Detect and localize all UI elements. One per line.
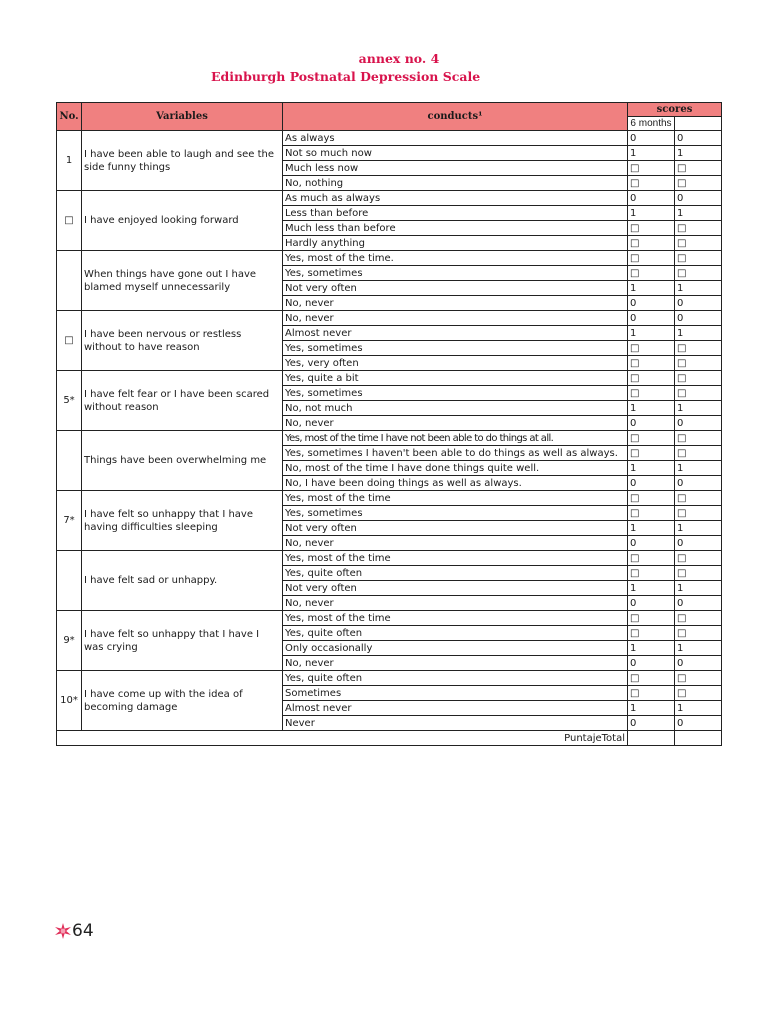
answer-option: No, not much: [283, 401, 628, 416]
question-variable: When things have gone out I have blamed myself unnecessarily: [82, 251, 283, 311]
score-6-months: 0: [628, 716, 675, 731]
page-number: 64: [72, 921, 94, 941]
score-second: 1: [675, 281, 722, 296]
score-second: □: [675, 506, 722, 521]
score-second: □: [675, 266, 722, 281]
score-6-months: □: [628, 446, 675, 461]
score-6-months: 0: [628, 311, 675, 326]
table-row: [57, 251, 722, 266]
table-row: [57, 611, 722, 626]
header-empty-score-col: [675, 117, 722, 131]
score-second: □: [675, 566, 722, 581]
score-second: □: [675, 431, 722, 446]
table-row: [57, 671, 722, 686]
answer-option: Yes, most of the time.: [283, 251, 628, 266]
question-variable: I have come up with the idea of becoming damage: [82, 671, 283, 731]
score-second: 0: [675, 716, 722, 731]
question-variable: I have been able to laugh and see the side funny things: [82, 131, 283, 191]
score-6-months: 1: [628, 521, 675, 536]
score-second: 0: [675, 476, 722, 491]
answer-option: Yes, quite often: [283, 566, 628, 581]
answer-option: Much less than before: [283, 221, 628, 236]
answer-option: Less than before: [283, 206, 628, 221]
score-second: 0: [675, 131, 722, 146]
question-variable: I have felt sad or unhappy.: [82, 551, 283, 611]
score-second: □: [675, 251, 722, 266]
score-6-months: 1: [628, 146, 675, 161]
score-second: □: [675, 446, 722, 461]
score-6-months: 0: [628, 131, 675, 146]
question-variable: I have felt so unhappy that I have having difficulties sleeping: [82, 491, 283, 551]
question-variable: I have been nervous or restless without to have reason: [82, 311, 283, 371]
answer-option: No, never: [283, 596, 628, 611]
answer-option: Yes, sometimes: [283, 386, 628, 401]
score-second: □: [675, 176, 722, 191]
score-6-months: □: [628, 266, 675, 281]
answer-option: Yes, very often: [283, 356, 628, 371]
answer-option: As much as always: [283, 191, 628, 206]
answer-option: Not so much now: [283, 146, 628, 161]
answer-option: Yes, most of the time I have not been able to do things at all.: [283, 431, 628, 446]
score-6-months: 1: [628, 401, 675, 416]
score-second: □: [675, 551, 722, 566]
score-second: 1: [675, 206, 722, 221]
page-footer: [55, 921, 94, 941]
question-number: 1: [57, 131, 82, 191]
score-6-months: □: [628, 551, 675, 566]
question-number: 10*: [57, 671, 82, 731]
question-number: 5*: [57, 371, 82, 431]
answer-option: No, never: [283, 536, 628, 551]
score-second: □: [675, 221, 722, 236]
score-second: □: [675, 371, 722, 386]
score-second: 1: [675, 581, 722, 596]
score-second: 0: [675, 596, 722, 611]
question-number: [57, 431, 82, 491]
score-6-months: □: [628, 431, 675, 446]
score-6-months: 1: [628, 326, 675, 341]
score-6-months: □: [628, 176, 675, 191]
score-6-months: □: [628, 371, 675, 386]
table-row: [57, 191, 722, 206]
score-second: 1: [675, 461, 722, 476]
score-second: 0: [675, 311, 722, 326]
score-second: 1: [675, 326, 722, 341]
score-second: 0: [675, 656, 722, 671]
total-row: [57, 731, 722, 746]
score-6-months: 0: [628, 656, 675, 671]
total-score-cell: [628, 731, 675, 746]
score-6-months: 0: [628, 416, 675, 431]
answer-option: Yes, most of the time: [283, 611, 628, 626]
score-second: □: [675, 671, 722, 686]
table-row: [57, 551, 722, 566]
score-6-months: □: [628, 251, 675, 266]
score-6-months: 0: [628, 296, 675, 311]
score-6-months: □: [628, 221, 675, 236]
answer-option: Not very often: [283, 521, 628, 536]
answer-option: Not very often: [283, 281, 628, 296]
answer-option: Only occasionally: [283, 641, 628, 656]
answer-option: Never: [283, 716, 628, 731]
question-variable: I have felt so unhappy that I have I was crying: [82, 611, 283, 671]
score-second: 0: [675, 536, 722, 551]
score-6-months: □: [628, 236, 675, 251]
score-6-months: □: [628, 626, 675, 641]
score-6-months: □: [628, 491, 675, 506]
table-row: [57, 131, 722, 146]
score-second: □: [675, 356, 722, 371]
answer-option: Much less now: [283, 161, 628, 176]
score-second: □: [675, 686, 722, 701]
score-6-months: 1: [628, 461, 675, 476]
total-label: PuntajeTotal: [57, 731, 628, 746]
score-second: □: [675, 236, 722, 251]
question-number: [57, 251, 82, 311]
answer-option: Yes, sometimes: [283, 266, 628, 281]
score-6-months: □: [628, 686, 675, 701]
score-second: 1: [675, 521, 722, 536]
answer-option: No, nothing: [283, 176, 628, 191]
document-title: Edinburgh Postnatal Depression Scale: [211, 69, 481, 84]
score-6-months: □: [628, 671, 675, 686]
score-second: □: [675, 161, 722, 176]
score-second: 1: [675, 146, 722, 161]
header-scores: scores: [628, 103, 722, 117]
answer-option: No, never: [283, 296, 628, 311]
answer-option: No, most of the time I have done things quite well.: [283, 461, 628, 476]
table-row: [57, 371, 722, 386]
question-number: [57, 551, 82, 611]
answer-option: Yes, quite often: [283, 626, 628, 641]
header-conducts: conducts¹: [283, 103, 628, 131]
answer-option: Yes, most of the time: [283, 551, 628, 566]
score-second: □: [675, 386, 722, 401]
annex-label: annex no. 4: [358, 51, 440, 66]
total-score-cell: [675, 731, 722, 746]
score-6-months: □: [628, 611, 675, 626]
answer-option: Yes, sometimes: [283, 341, 628, 356]
table-row: [57, 311, 722, 326]
question-variable: I have enjoyed looking forward: [82, 191, 283, 251]
score-6-months: 1: [628, 206, 675, 221]
score-second: 1: [675, 401, 722, 416]
score-second: □: [675, 341, 722, 356]
answer-option: As always: [283, 131, 628, 146]
score-6-months: 0: [628, 476, 675, 491]
score-second: □: [675, 611, 722, 626]
score-6-months: 0: [628, 596, 675, 611]
answer-option: Yes, sometimes I haven't been able to do things as well as always.: [283, 446, 628, 461]
table-row: [57, 491, 722, 506]
score-second: 0: [675, 416, 722, 431]
flower-icon: [55, 923, 71, 939]
score-second: 1: [675, 641, 722, 656]
answer-option: No, never: [283, 656, 628, 671]
score-6-months: 1: [628, 581, 675, 596]
score-6-months: 1: [628, 641, 675, 656]
score-6-months: □: [628, 386, 675, 401]
answer-option: Almost never: [283, 701, 628, 716]
score-6-months: 0: [628, 536, 675, 551]
score-second: □: [675, 626, 722, 641]
answer-option: Yes, quite often: [283, 671, 628, 686]
header-no: No.: [57, 103, 82, 131]
score-6-months: 0: [628, 191, 675, 206]
score-second: 1: [675, 701, 722, 716]
header-6-months: 6 months: [628, 117, 675, 131]
question-number: 7*: [57, 491, 82, 551]
question-number: □: [57, 191, 82, 251]
answer-option: Yes, quite a bit: [283, 371, 628, 386]
question-number: 9*: [57, 611, 82, 671]
answer-option: No, I have been doing things as well as always.: [283, 476, 628, 491]
answer-option: Hardly anything: [283, 236, 628, 251]
score-6-months: □: [628, 566, 675, 581]
answer-option: Almost never: [283, 326, 628, 341]
score-6-months: □: [628, 341, 675, 356]
score-second: □: [675, 491, 722, 506]
score-second: 0: [675, 296, 722, 311]
score-6-months: □: [628, 161, 675, 176]
answer-option: No, never: [283, 311, 628, 326]
score-6-months: 1: [628, 281, 675, 296]
epds-table: [56, 102, 722, 746]
answer-option: Not very often: [283, 581, 628, 596]
score-6-months: □: [628, 506, 675, 521]
answer-option: Yes, sometimes: [283, 506, 628, 521]
answer-option: No, never: [283, 416, 628, 431]
question-number: □: [57, 311, 82, 371]
answer-option: Yes, most of the time: [283, 491, 628, 506]
score-second: 0: [675, 191, 722, 206]
answer-option: Sometimes: [283, 686, 628, 701]
score-6-months: 1: [628, 701, 675, 716]
score-6-months: □: [628, 356, 675, 371]
question-variable: I have felt fear or I have been scared without reason: [82, 371, 283, 431]
header-variables: Variables: [82, 103, 283, 131]
table-row: [57, 431, 722, 446]
question-variable: Things have been overwhelming me: [82, 431, 283, 491]
